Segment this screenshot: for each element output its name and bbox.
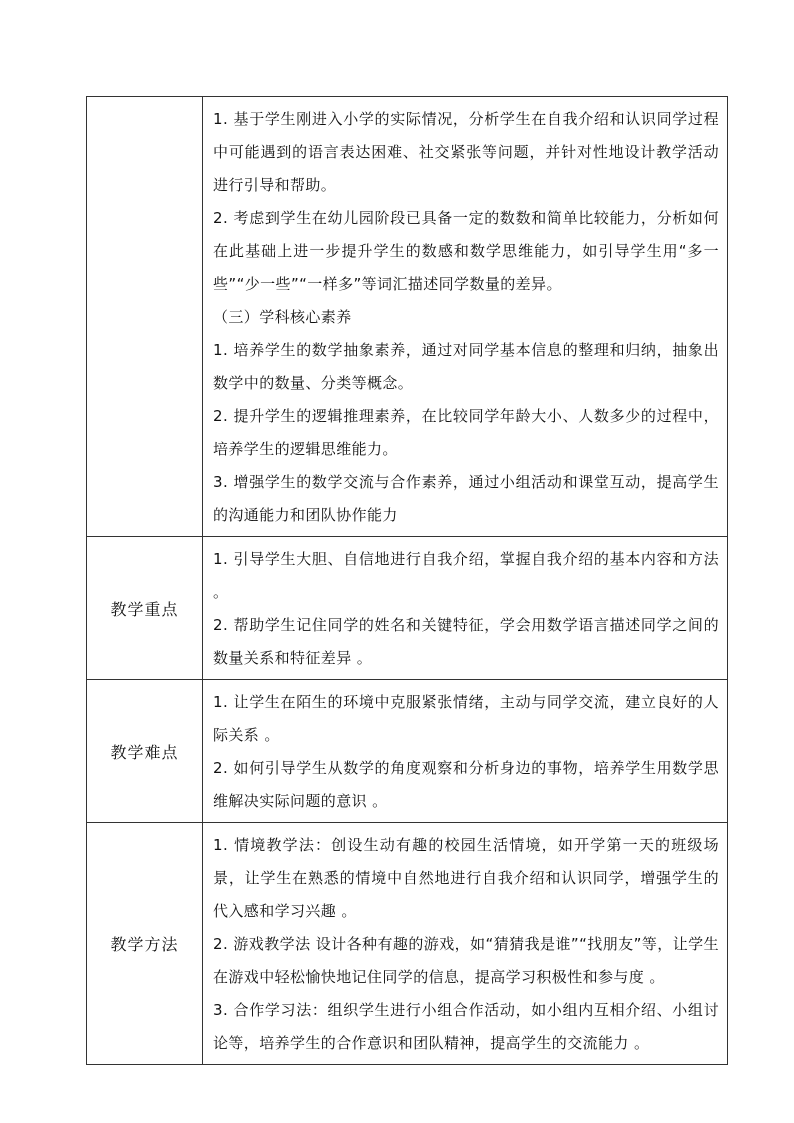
paragraph: 1. 引导学生大胆、自信地进行自我介绍，掌握自我介绍的基本内容和方法 。 xyxy=(213,550,719,601)
row-label-cell xyxy=(87,823,203,1065)
paragraph: 3. 合作学习法：组织学生进行小组合作活动，如小组内互相介绍、小组讨论等，培养学生的合作意识和团队精神，提高学生的交流能力 。 xyxy=(213,1001,719,1052)
table-row xyxy=(87,680,728,823)
row-label-cell xyxy=(87,680,203,823)
paragraph: 2. 提升学生的逻辑推理素养，在比较同学年龄大小、人数多少的过程中，培养学生的逻辑思维能力。 xyxy=(213,407,719,458)
row-label-cell xyxy=(87,97,203,537)
lesson-plan-table xyxy=(86,96,728,1065)
section-heading: （三）学科核心素养 xyxy=(213,308,352,326)
row-content-cell xyxy=(203,823,728,1065)
table-row xyxy=(87,823,728,1065)
row-content-cell xyxy=(203,680,728,823)
table-row xyxy=(87,97,728,537)
row-label-methods: 教学方法 xyxy=(110,935,179,954)
paragraph: 3. 增强学生的数学交流与合作素养，通过小组活动和课堂互动，提高学生的沟通能力和团队协作能力 xyxy=(213,473,719,524)
row-label-cell xyxy=(87,537,203,680)
paragraph: 1. 让学生在陌生的环境中克服紧张情绪，主动与同学交流，建立良好的人际关系 。 xyxy=(213,693,719,744)
paragraph: 1. 基于学生刚进入小学的实际情况，分析学生在自我介绍和认识同学过程中可能遇到的语言表达困难、社交紧张等问题，并针对性地设计教学活动进行引导和帮助。 xyxy=(213,110,719,194)
paragraph: 2. 如何引导学生从数学的角度观察和分析身边的事物，培养学生用数学思维解决实际问题的意识 。 xyxy=(213,759,719,810)
row-label-key-points: 教学重点 xyxy=(110,599,179,619)
paragraph: 2. 考虑到学生在幼儿园阶段已具备一定的数数和简单比较能力，分析如何在此基础上进一步提升学生的数感和数学思维能力，如引导学生用“多一些”“少一些”“一样多”等词汇描述同学数量的差异。 xyxy=(213,209,719,293)
paragraph: 1. 情境教学法：创设生动有趣的校园生活情境，如开学第一天的班级场景，让学生在熟悉的情境中自然地进行自我介绍和认识同学，增强学生的代入感和学习兴趣 。 xyxy=(213,836,719,920)
row-content-cell xyxy=(203,537,728,680)
paragraph: 1. 培养学生的数学抽象素养，通过对同学基本信息的整理和归纳，抽象出数学中的数量、分类等概念。 xyxy=(213,341,719,392)
row-content-cell xyxy=(203,97,728,537)
row-label-difficulties: 教学难点 xyxy=(110,742,179,762)
table-row xyxy=(87,537,728,680)
paragraph: 2. 帮助学生记住同学的姓名和关键特征，学会用数学语言描述同学之间的数量关系和特征差异 。 xyxy=(213,616,719,667)
paragraph: 2. 游戏教学法 设计各种有趣的游戏，如“猜猜我是谁”“找朋友”等，让学生在游戏中轻松愉快地记住同学的信息，提高学习积极性和参与度 。 xyxy=(213,935,719,986)
